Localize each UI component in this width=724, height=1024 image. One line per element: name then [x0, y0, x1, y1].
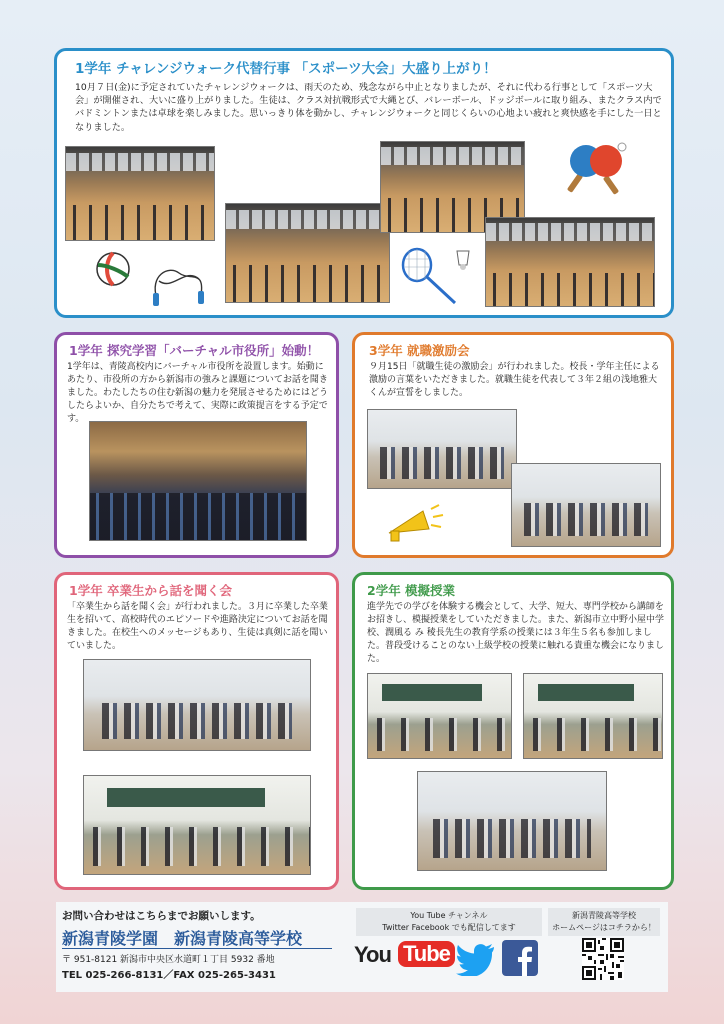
section-job-encouragement [352, 332, 674, 558]
youtube-logo[interactable] [354, 940, 454, 974]
youtube-tube: Tube [398, 941, 455, 967]
homepage-line-1: 新潟青陵高等学校 [572, 911, 636, 920]
photo-ceremony-room [367, 409, 517, 489]
section-graduates-talk [54, 572, 339, 890]
section-body: 1学年は、青陵高校内にバーチャル市役所を設置します。始動にあたり、市役所の方から新潟市の強みと課題についてお話を聞きました。わたしたちの住む新潟の魅力を発展させるためにはどうしたらよいか、自分たちで考えて、実際に政策提言をする予定です。 [67, 362, 329, 424]
photo-oath-speech [511, 463, 661, 547]
section-body: 「卒業生から話を聞く会」が行われました。３月に卒業した卒業生を招いて、高校時代のエピソードや進路決定についてお話を聞きました。在校生へのメッセージもあり、生徒は真剣に話を聞いていました。 [67, 602, 329, 651]
qr-code-icon[interactable] [582, 938, 624, 980]
school-name: 新潟青陵学園 新潟青陵高等学校 [62, 929, 303, 948]
photo-graduate-panel [83, 659, 311, 751]
section-body: ９月15日「就職生徒の激励会」が行われました。校長・学年主任による激励の言葉をいただきました。就職生徒を代表して３年２組の浅地雅大くんが宣誓をしました。 [369, 362, 660, 398]
section-title: 1学年 探究学習「バーチャル市役所」始動！ [69, 343, 320, 358]
section-title: 1学年 卒業生から話を聞く会 [69, 583, 233, 598]
homepage-line-2: ホームページはコチラから！ [552, 923, 656, 932]
jump-rope-icon [149, 261, 209, 307]
photo-gym-courts [485, 217, 655, 307]
channel-line-1: You Tube チャンネル [410, 911, 488, 920]
volleyball-icon [95, 251, 131, 287]
section-body: 10月７日(金)に予定されていたチャレンジウォークは、雨天のため、残念ながら中止となりましたが、それに代わる行事として「スポーツ大会」が開催され、大いに盛り上がりました。生徒は、クラス対抗戦形式で大縄とび、バレーボール、ドッジボールに取り組み、またクラス内でバドミントンまたは卓球を楽しみました。思いっきり体を動かし、チャレンジウォークと同じくらいの心地よい疲れと爽快感を手にした一日となりました。 [75, 82, 662, 133]
twitter-bird-icon[interactable] [456, 942, 496, 976]
section-sports [54, 48, 674, 318]
photo-lecture-room-1 [367, 673, 512, 759]
photo-gym-jumprope [65, 146, 215, 241]
photo-student-audience [83, 775, 311, 875]
photo-assembly-hall [89, 421, 307, 541]
section-virtual-city-hall [54, 332, 339, 558]
section-body: 進学先での学びを体験する機会として、大学、短大、専門学校から講師をお招きし、模擬授業をしていただきました。また、新潟市立中野小屋中学校、潤風る み 稜長先生の教育学系の授業には３年生５名も参加しました。普段受けることのない上級学校の授業に触れる貴重な機会になりました。 [367, 602, 665, 664]
school-phone: TEL 025-266-8131／FAX 025-265-3431 [62, 970, 276, 981]
youtube-you: You [354, 942, 391, 967]
homepage-label-box [548, 908, 660, 936]
section-title: 2学年 模擬授業 [367, 583, 456, 598]
badminton-icon [397, 245, 477, 307]
megaphone-icon [385, 503, 445, 547]
facebook-icon[interactable] [502, 940, 538, 976]
photo-gym-dodgeball [225, 203, 390, 303]
photo-lecture-room-2 [523, 673, 663, 759]
channel-label-box [356, 908, 542, 936]
divider [62, 948, 332, 949]
ping-pong-paddles-icon [562, 139, 632, 199]
school-address: 〒 951-8121 新潟市中央区水道町１丁目 5932 番地 [62, 955, 275, 965]
channel-line-2: Twitter Facebook でも配信してます [382, 923, 516, 932]
photo-activity-class [417, 771, 607, 871]
footer [56, 902, 668, 992]
section-title: 1学年 チャレンジウォーク代替行事 「スポーツ大会」大盛り上がり！ [75, 61, 497, 77]
section-mock-lessons [352, 572, 674, 890]
inquiry-text: お問い合わせはこちらまでお願いします。 [62, 910, 261, 922]
section-title: 3学年 就職激励会 [369, 343, 470, 358]
